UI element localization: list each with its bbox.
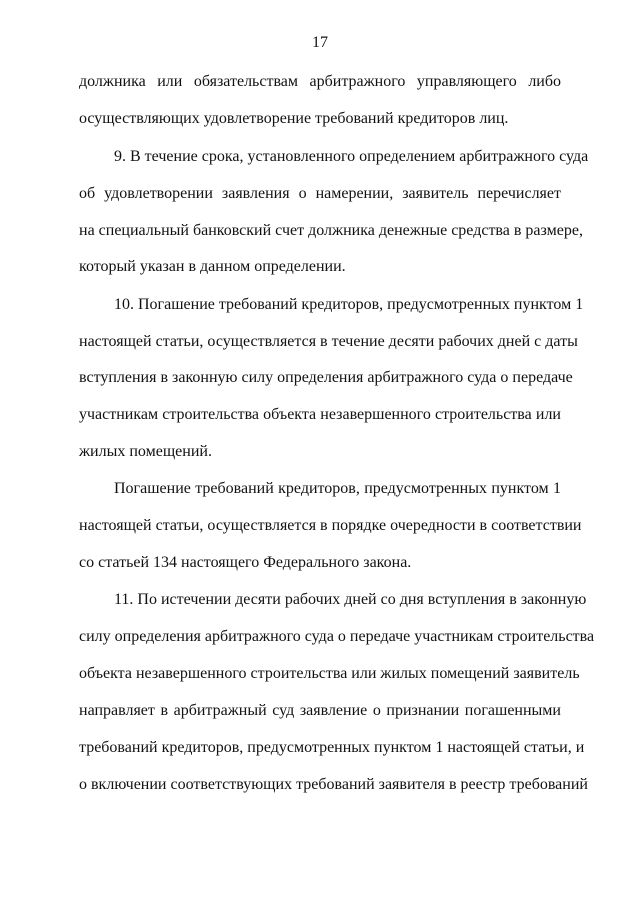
text-line: со статьей 134 настоящего Федерального закона. (79, 554, 412, 571)
text-line: жилых помещений. (79, 443, 212, 460)
text-line: настоящей статьи, осуществляется в порядке очередности в соответствии (79, 517, 582, 534)
text-line: участникам строительства объекта незавершенного строительства или (79, 406, 561, 423)
paragraph-start-line: 11. По истечении десяти рабочих дней со дня вступления в законную (114, 591, 587, 608)
text-line: вступления в законную силу определения арбитражного суда о передаче (79, 369, 573, 386)
text-line: который указан в данном определении. (79, 258, 346, 275)
text-line: требований кредиторов, предусмотренных пунктом 1 настоящей статьи, и (79, 739, 585, 756)
paragraph-start-line: Погашение требований кредиторов, предусмотренных пунктом 1 (114, 480, 561, 497)
paragraph-start-line: 9. В течение срока, установленного определением арбитражного суда (114, 148, 589, 165)
text-line: должника или обязательствам арбитражного управляющего либо (79, 73, 561, 90)
text-line: направляет в арбитражный суд заявление о признании погашенными (79, 702, 561, 719)
text-line: настоящей статьи, осуществляется в течение десяти рабочих дней с даты (79, 333, 578, 350)
text-line: объекта незавершенного строительства или жилых помещений заявитель (79, 665, 580, 682)
text-line: об удовлетворении заявления о намерении, заявитель перечисляет (79, 185, 561, 202)
text-line: осуществляющих удовлетворение требований кредиторов лиц. (79, 110, 509, 127)
paragraph-start-line: 10. Погашение требований кредиторов, предусмотренных пунктом 1 (114, 296, 584, 313)
text-line: силу определения арбитражного суда о передаче участникам строительства (79, 628, 595, 645)
page-number: 17 (312, 34, 328, 51)
text-line: о включении соответствующих требований заявителя в реестр требований (79, 776, 588, 793)
text-line: на специальный банковский счет должника денежные средства в размере, (79, 222, 583, 239)
